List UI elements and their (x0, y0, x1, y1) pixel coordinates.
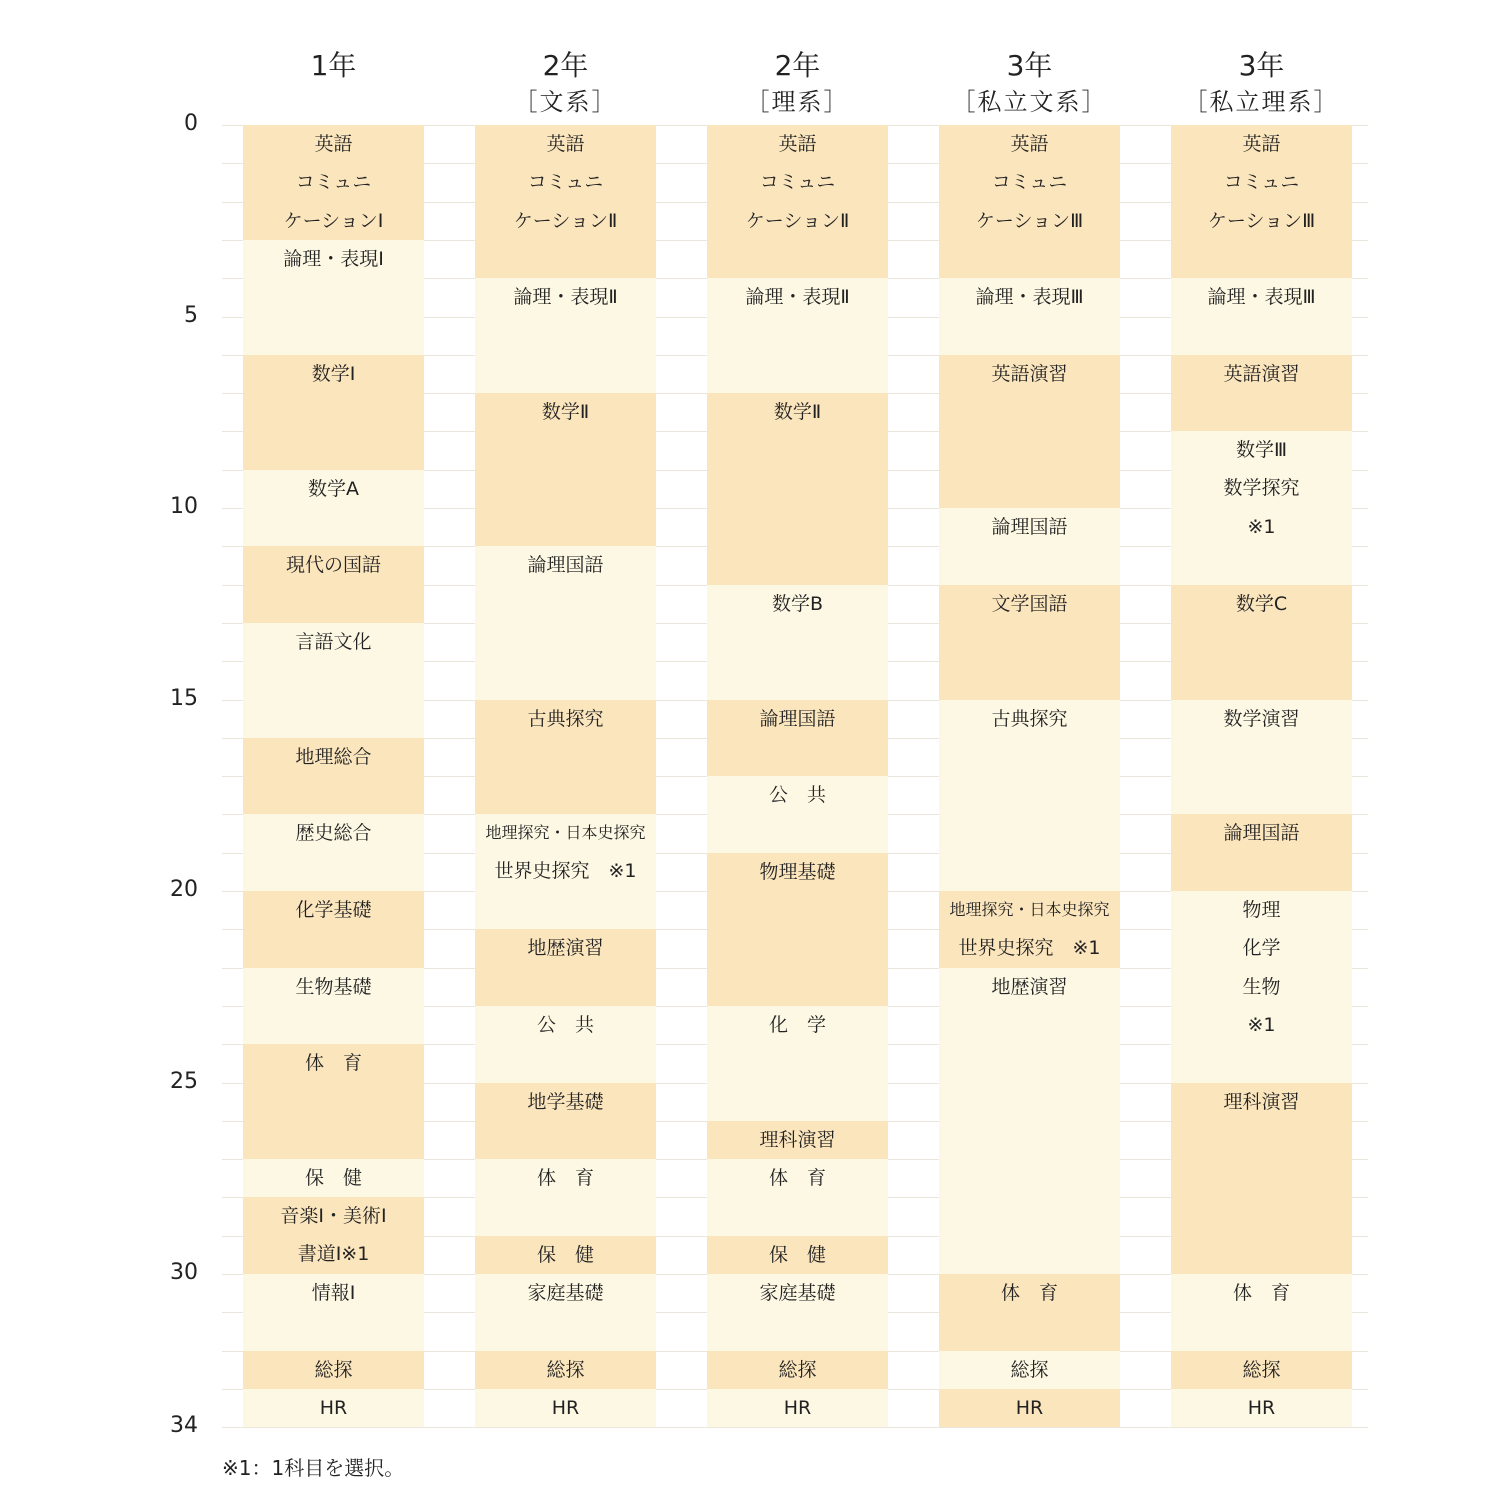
subject-block (243, 814, 424, 891)
subject-block (939, 355, 1120, 508)
subject-block (939, 1389, 1120, 1427)
subject-label: 論理国語 (527, 554, 604, 576)
subject-block (707, 1159, 888, 1236)
subject-label: 英語 (1242, 133, 1281, 155)
subject-block (243, 1274, 424, 1351)
subject-label: 家庭基礎 (527, 1282, 604, 1304)
subject-label: ケーションⅢ (975, 210, 1084, 232)
subject-block (475, 125, 656, 278)
subject-label: コミュニ (295, 171, 372, 193)
subject-label: 体 育 (536, 1167, 594, 1189)
subject-block (707, 393, 888, 585)
subject-label: 化学 (1242, 937, 1281, 959)
subject-block (939, 278, 1120, 355)
subject-label: 論理・表現Ⅱ (513, 286, 618, 308)
subject-block (939, 508, 1120, 585)
subject-label: コミュニ (527, 171, 604, 193)
y-tick-label: 30 (170, 1260, 198, 1285)
subject-label: 数学Ⅲ (1235, 439, 1288, 461)
subject-label: 書道Ⅰ※1 (297, 1243, 370, 1265)
subject-label: 情報Ⅰ (311, 1282, 356, 1304)
subject-block (243, 355, 424, 470)
subject-label: HR (1247, 1397, 1276, 1419)
column-track: ［理系］ (745, 88, 850, 116)
y-tick-label: 0 (184, 111, 198, 136)
column-year: 3年 (1238, 49, 1285, 82)
subject-label: 地歴演習 (527, 937, 604, 959)
subject-label: 英語演習 (991, 363, 1068, 385)
subject-block (939, 1351, 1120, 1389)
subject-label: 理科演習 (759, 1129, 836, 1151)
subject-label: 地理探究・日本史探究 (949, 900, 1110, 919)
subject-label: 地理総合 (295, 746, 372, 768)
subject-label: コミュニ (1223, 171, 1300, 193)
y-tick-label: 5 (184, 303, 198, 328)
subject-label: 家庭基礎 (759, 1282, 836, 1304)
subject-block (707, 1006, 888, 1121)
subject-block (939, 1274, 1120, 1351)
subject-block (707, 278, 888, 393)
subject-label: 数学Ⅱ (541, 401, 590, 423)
subject-block (1171, 814, 1352, 891)
subject-label: HR (551, 1397, 580, 1419)
subject-block (939, 968, 1120, 1274)
subject-block (475, 278, 656, 393)
subject-block (243, 891, 424, 968)
subject-label: 数学A (308, 478, 359, 500)
subject-label: 総探 (1242, 1359, 1281, 1381)
column-year: 2年 (774, 49, 821, 82)
subject-label: 総探 (314, 1359, 353, 1381)
subject-label: 言語文化 (295, 631, 372, 653)
subject-label: 英語 (546, 133, 585, 155)
subject-block (939, 585, 1120, 700)
subject-label: 文学国語 (991, 593, 1068, 615)
subject-block (243, 1351, 424, 1389)
subject-label: 論理・表現Ⅲ (975, 286, 1084, 308)
subject-block (243, 470, 424, 546)
subject-label: 論理国語 (991, 516, 1068, 538)
y-tick-label: 20 (170, 877, 198, 902)
subject-label: 生物 (1242, 976, 1281, 998)
subject-label: 公 共 (768, 784, 826, 806)
subject-label: 英語 (314, 133, 353, 155)
y-tick-label: 10 (170, 494, 198, 519)
subject-block (243, 1159, 424, 1197)
subject-block (707, 585, 888, 700)
subject-label: HR (319, 1397, 348, 1419)
subject-block (939, 891, 1120, 968)
subject-label: 保 健 (536, 1244, 594, 1266)
subject-label: 論理国語 (759, 708, 836, 730)
subject-block (243, 546, 424, 623)
subject-label: ※1 (1247, 1014, 1276, 1036)
subject-block (475, 1236, 656, 1274)
subject-block (475, 700, 656, 814)
subject-label: コミュニ (759, 171, 836, 193)
subject-block (475, 814, 656, 929)
subject-label: 論理・表現Ⅱ (745, 286, 850, 308)
subject-block (243, 1389, 424, 1427)
subject-block (707, 1274, 888, 1351)
subject-label: 保 健 (304, 1167, 362, 1189)
subject-label: ケーションⅢ (1207, 210, 1316, 232)
subject-block (1171, 1389, 1352, 1427)
subject-label: 物理 (1242, 899, 1281, 921)
subject-block (1171, 891, 1352, 1083)
subject-label: 論理国語 (1223, 822, 1300, 844)
subject-block (1171, 700, 1352, 814)
subject-block (243, 240, 424, 355)
subject-label: 体 育 (1232, 1282, 1290, 1304)
subject-block (1171, 355, 1352, 431)
subject-block (707, 1121, 888, 1159)
subject-block (1171, 1083, 1352, 1274)
subject-label: ※1 (1247, 516, 1276, 538)
subject-label: 物理基礎 (759, 861, 836, 883)
subject-block (475, 1351, 656, 1389)
subject-block (707, 853, 888, 1006)
subject-block (475, 1389, 656, 1427)
subject-label: 英語 (1010, 133, 1049, 155)
subject-label: 生物基礎 (295, 976, 372, 998)
subject-block (707, 776, 888, 853)
subject-block (939, 125, 1120, 278)
subject-block (475, 1274, 656, 1351)
y-tick-label: 15 (170, 686, 198, 711)
subject-label: 数学Ⅰ (311, 363, 356, 385)
subject-label: 数学探究 (1223, 477, 1300, 499)
column-track: ［文系］ (513, 88, 618, 116)
subject-block (1171, 1351, 1352, 1389)
subject-block (707, 125, 888, 278)
subject-label: 化学基礎 (295, 899, 372, 921)
subject-label: 地学基礎 (527, 1091, 604, 1113)
subject-block (243, 1197, 424, 1274)
subject-label: 音楽Ⅰ・美術Ⅰ (280, 1205, 387, 1227)
subject-label: 総探 (546, 1359, 585, 1381)
subject-label: 体 育 (1000, 1282, 1058, 1304)
subject-block (475, 929, 656, 1006)
subject-label: HR (1015, 1397, 1044, 1419)
subject-label: 論理・表現Ⅲ (1207, 286, 1316, 308)
subject-block (475, 1006, 656, 1083)
subject-label: 総探 (1010, 1359, 1049, 1381)
grid-line (222, 1427, 1368, 1428)
subject-block (243, 738, 424, 814)
subject-block (243, 968, 424, 1044)
subject-label: 保 健 (768, 1244, 826, 1266)
subject-label: 公 共 (536, 1014, 594, 1036)
y-tick-label: 34 (170, 1413, 198, 1438)
subject-block (475, 393, 656, 546)
column-year: 3年 (1006, 49, 1053, 82)
subject-label: ケーションⅠ (283, 210, 384, 232)
subject-label: 英語演習 (1223, 363, 1300, 385)
column-year: 2年 (542, 49, 589, 82)
subject-label: 理科演習 (1223, 1091, 1300, 1113)
subject-block (243, 623, 424, 738)
subject-label: 数学B (771, 593, 824, 615)
subject-block (475, 1159, 656, 1236)
subject-block (1171, 125, 1352, 278)
subject-label: ケーションⅡ (513, 210, 618, 232)
subject-label: 化 学 (768, 1014, 826, 1036)
subject-label: 地理探究・日本史探究 (485, 823, 646, 842)
subject-label: HR (783, 1397, 812, 1419)
subject-label: 体 育 (768, 1167, 826, 1189)
subject-label: 古典探究 (991, 708, 1068, 730)
subject-block (707, 1351, 888, 1389)
subject-label: 世界史探究 ※1 (494, 860, 637, 882)
column-year: 1年 (310, 49, 357, 82)
subject-label: コミュニ (991, 171, 1068, 193)
subject-block (1171, 278, 1352, 355)
subject-label: 論理・表現Ⅰ (283, 248, 384, 270)
subject-block (1171, 431, 1352, 585)
subject-block (1171, 1274, 1352, 1351)
subject-label: 数学演習 (1223, 708, 1300, 730)
subject-block (243, 125, 424, 240)
footnote: ※1：1科目を選択。 (222, 1456, 405, 1480)
subject-label: 英語 (778, 133, 817, 155)
column-track: ［私立文系］ (951, 88, 1108, 116)
subject-label: 数学Ⅱ (773, 401, 822, 423)
subject-label: 総探 (778, 1359, 817, 1381)
subject-label: 世界史探究 ※1 (958, 937, 1101, 959)
y-tick-label: 25 (170, 1069, 198, 1094)
subject-label: 古典探究 (527, 708, 604, 730)
subject-block (243, 1044, 424, 1159)
subject-label: 歴史総合 (295, 822, 372, 844)
subject-label: 数学C (1235, 593, 1288, 615)
column-track: ［私立理系］ (1183, 88, 1340, 116)
subject-block (707, 700, 888, 776)
subject-block (475, 1083, 656, 1159)
subject-label: 地歴演習 (991, 976, 1068, 998)
subject-block (707, 1236, 888, 1274)
subject-label: 現代の国語 (285, 554, 381, 576)
subject-label: ケーションⅡ (745, 210, 850, 232)
subject-label: 体 育 (304, 1052, 362, 1074)
subject-block (939, 700, 1120, 891)
subject-block (707, 1389, 888, 1427)
subject-block (1171, 585, 1352, 700)
subject-block (475, 546, 656, 700)
